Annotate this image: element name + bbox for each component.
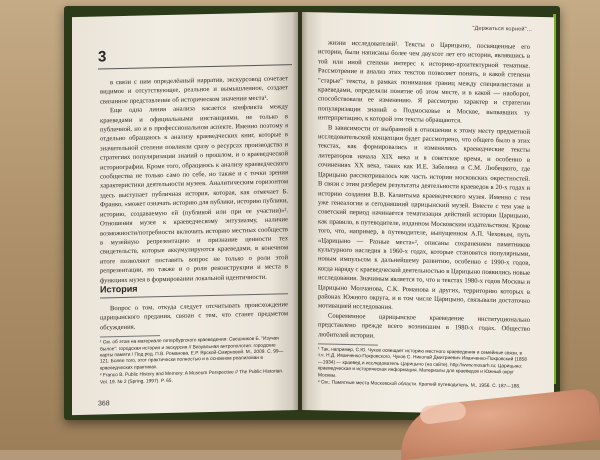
footnotes — [318, 347, 530, 391]
right-page — [302, 12, 554, 415]
paragraph: Вопрос о том, откуда следует отсчитывать происхождение царицынского предания, связан с тем, что станет предметом обсуждения. — [100, 301, 288, 332]
footnote: ² Franco B. Public History and Memory: A Museum Perspective // The Public Historian. Vol. 19. № 2 (Spring, 1997). P. 65. — [100, 369, 284, 386]
footnote-rule — [318, 343, 378, 345]
page-number-left: 368 — [98, 400, 110, 408]
section-title: История — [100, 283, 138, 295]
paragraph: В зависимости от выбранной в отношении к этому месту предметной исследовательской концепции будет рассмотрено, что общего было в этих текстах, как формировались и изменялись краеведческие тексты литераторов начала XIX века и в советское время, и особенно в сочинениях XX века, таких как И.Е. Забелина и С.М. Любецкого, где Царицыно рассматривалось как часть истории московских окрестностей. В связи с этим разберем результаты деятельности краеведов в 20-х годах и историю создания В.В. Калантыма краеведческого музея. Именно с тем уже генеалогии и сегодняшний царицынский музей. Вместе с тем уже в советский период начинается тематизация действий истории Царицыно, как правило, в путеводителе, изданном Московским издательством. Кроме того, что, например, в путеводителе, выпущенном А.П. Чеховым, путь «Царицыно — Разные места»², описаны сохранением памятников культурного наследия в 1960-х годах, которые становятся популярными, новым импульсом к дальнейшему развитию, особенно с 1990-х годов, когда наряду с краеведческой деятельностью в Царицыно появились новые исследования. Значимым является то, что в текстах 1980-х годов Москвы и Царицыно Молчанова, С.К. Романова и других, территорию которых в районах Южного округа, и в том числе Царицыно, связывали достаточно мотивацией исследования. — [318, 124, 531, 312]
running-head: "Держаться корней"... — [472, 25, 532, 33]
section-rule — [100, 293, 288, 298]
footnote: ² См.: Памятные места Московской области. Краткий путеводитель. М., 1956. С. 187—188. — [318, 380, 521, 390]
right-body — [318, 38, 530, 392]
footnote: ¹ Так, например, С.Ю. Чуков освещает историю местного краеведения и семейные связи, в т.ч. Н.Д. Иванченко-Покровского, Чуков С. Николай Дмитриевич Иванченко-Покровский (1858—1934) — краевед и исследователь Царицыно (на сайте), http://www.mosarh.ru; Царицыно: краеведческая и историческая информация. Материалы для краеведов и Южный округ Москвы. — [318, 347, 527, 379]
paragraph: в связи с ним определённый нарратив, экскурсовод сочетает видимое и отсутствующее, реальное и вымышленное, создает связанное представление об историческом значении места¹. — [100, 75, 288, 106]
left-page — [72, 12, 298, 415]
left-body — [100, 74, 288, 285]
book-spine — [292, 10, 308, 412]
chapter-number: 3 — [98, 48, 107, 66]
footnote: ¹ См. об этом на материале петербургского краеведения: Свешников Б. "Изучая былое": городская история и экскурсия // Визуальная антропология: городские карты памяти / Под ред. П.В. Романова, Е.Р. Ярской-Смирновой. М., 2009. С. 99—121. Более того, этот практически полностью и в основном реализован в краеведческих практиках. — [100, 336, 284, 372]
chapter-rule — [98, 64, 292, 69]
left-body-section — [100, 300, 288, 387]
footnotes — [100, 336, 288, 386]
paragraph: Еще одна линия анализа касается конфликта между краеведами и официальными инстанциями, не только в публичной, но и в профессиональном аспекте. Именно поэтому я отдельно обращаюсь к анализу краеведческих книг, которые в значительной степени повлияли сразу о ресурсах производства и стратегиях популяризации знаний о прошлом, и о краеведческой историографии. Кроме того, обращаюсь к анализу краеведческого сообщества не только само по себе, но также и с точки зрения характеристики деятельности музеев. Аналитическим горизонтом здесь выступает публичная история, которая, как отмечает Б. Франко, «может означать историю для публики, историю публики, историю, создаваемую ей (публикой или при ее участии)»². Отношения музея к краеведческому энтузиазму, наличие возможности/потребности включить историю местных сообществ в музейную репрезентацию и признание ценности тех свидетельств, которые аккумулируются краеведами, в конечном итоге позволяют поставить вопрос не только о роли этой репрезентации, но также и о роли реконструкции и места в функциях музея в формировании локальной идентичности. — [100, 103, 288, 285]
paragraph: Современное царицынское краеведение институционально представлено прежде всего возникшим в 1980-х годах. Общество любителей истории. — [318, 312, 530, 340]
footnote-rule — [100, 335, 160, 337]
paragraph: жизни исследователей¹. Тексты о Царицыно, посвященные его истории, были написаны более чем двухсот лет его истории, являвшись в той или иной степени интерес к историко-архитектурной тематике. Рассмотрение и анализ этих текстов позволяет понять, в какой степени "старые" тексты, в рамках понимания границ между специалистами и краеведами, определяли понятие об этом месте, и в какой — наоборот, способствовали ее изменению. Я рассмотрю характер и стратегии популяризации знаний о Подмосковье и Москве, вызвавших ту интерпретацию, к которой эти тексты обращаются. — [318, 39, 530, 125]
